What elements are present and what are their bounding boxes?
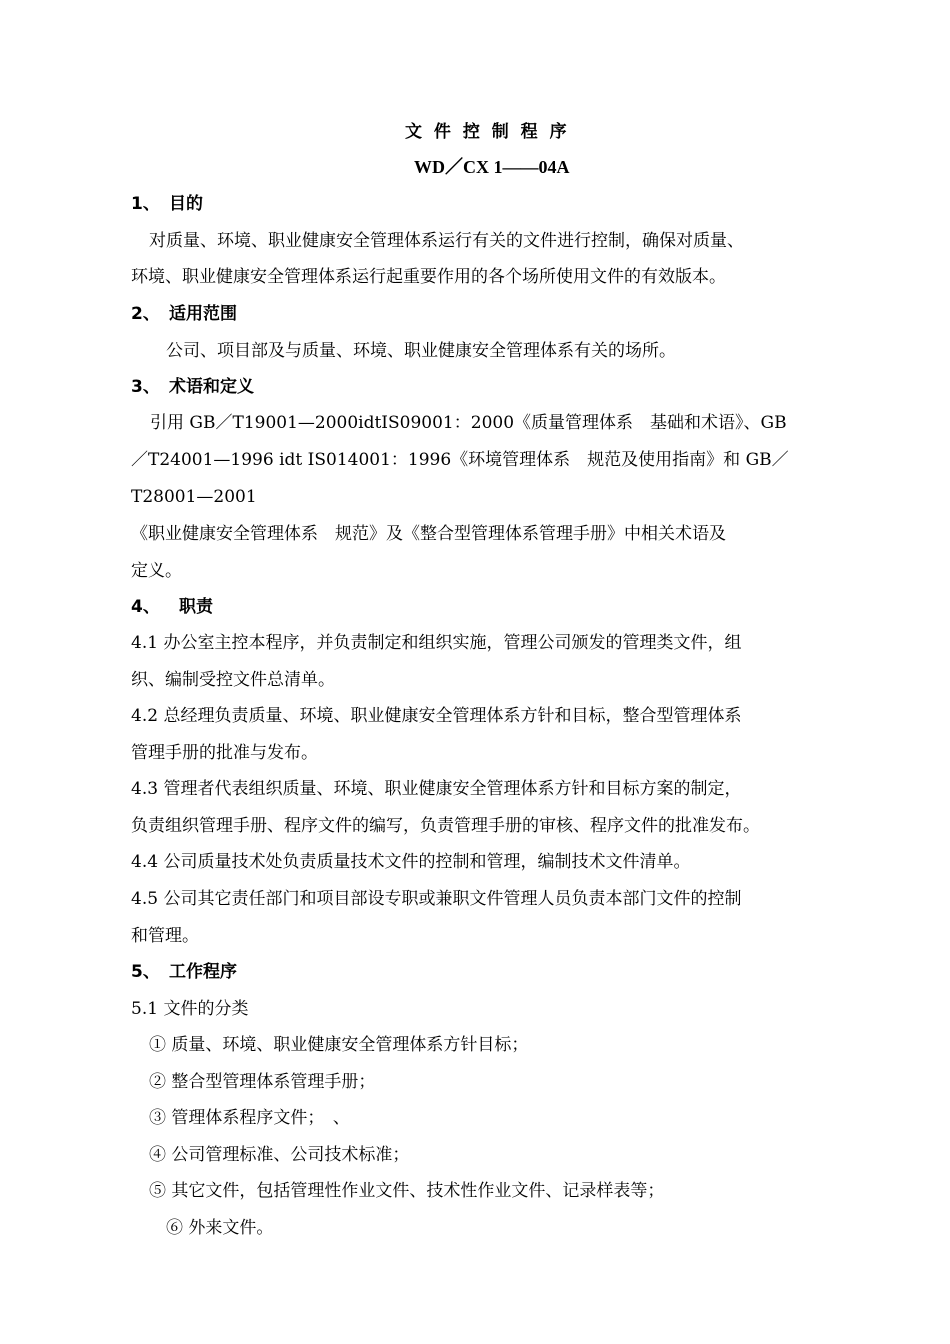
section-4-item-3-line-1: 4.3 管理者代表组织质量、环境、职业健康安全管理体系方针和目标方案的制定， <box>131 779 742 799</box>
section-4-heading <box>131 596 213 618</box>
document-title: 文 件 控 制 程 序 <box>405 122 570 142</box>
section-3-title: 术语和定义 <box>169 377 254 397</box>
section-3-heading <box>131 376 254 398</box>
section-3-text-line-2: ／T24001—1996 idt IS014001：1996《环境管理体系 规范及使用指南》和 GB／ <box>131 450 789 470</box>
section-5-heading <box>131 961 237 983</box>
section-3-number: 3、 <box>131 377 160 397</box>
section-2-number: 2、 <box>131 304 160 324</box>
section-4-item-2-line-2: 管理手册的批准与发布。 <box>131 743 318 763</box>
section-5-title: 工作程序 <box>169 962 237 982</box>
section-2-text-line-1: 公司、项目部及与质量、环境、职业健康安全管理体系有关的场所。 <box>166 341 676 361</box>
file-category-2: ② 整合型管理体系管理手册； <box>149 1072 376 1092</box>
section-5-number: 5、 <box>131 962 160 982</box>
section-2-title: 适用范围 <box>169 304 237 324</box>
section-1-number: 1、 <box>131 194 160 214</box>
section-1-text-line-1: 对质量、环境、职业健康安全管理体系运行有关的文件进行控制，确保对质量、 <box>149 231 744 251</box>
section-5-subheading: 5.1 文件的分类 <box>131 999 249 1019</box>
section-4-title: 职责 <box>179 597 213 617</box>
section-1-heading <box>131 193 203 215</box>
file-category-6: ⑥ 外来文件。 <box>166 1218 274 1238</box>
section-3-text-line-3: T28001—2001 <box>131 487 257 507</box>
section-3-text-line-5: 定义。 <box>131 561 182 581</box>
section-4-item-1-line-2: 织、编制受控文件总清单。 <box>131 670 335 690</box>
section-2-heading <box>131 303 237 325</box>
section-3-text-line-4: 《职业健康安全管理体系 规范》及《整合型管理体系管理手册》中相关术语及 <box>131 524 726 544</box>
document-code: WD／CX 1——04A <box>414 157 570 177</box>
section-4-item-2-line-1: 4.2 总经理负责质量、环境、职业健康安全管理体系方针和目标，整合型管理体系 <box>131 706 742 726</box>
section-4-item-1-line-1: 4.1 办公室主控本程序，并负责制定和组织实施，管理公司颁发的管理类文件，组 <box>131 633 742 653</box>
section-4-item-5-line-1: 4.5 公司其它责任部门和项目部设专职或兼职文件管理人员负责本部门文件的控制 <box>131 889 742 909</box>
section-4-item-3-line-2: 负责组织管理手册、程序文件的编写，负责管理手册的审核、程序文件的批准发布。 <box>131 816 760 836</box>
section-3-text-line-1: 引用 GB／T19001—2000idtIS09001：2000《质量管理体系 基础和术语》、GB <box>150 413 787 433</box>
file-category-1: ① 质量、环境、职业健康安全管理体系方针目标； <box>149 1035 529 1055</box>
section-1-text-line-2: 环境、职业健康安全管理体系运行起重要作用的各个场所使用文件的有效版本。 <box>131 267 726 287</box>
file-category-5: ⑤ 其它文件，包括管理性作业文件、技术性作业文件、记录样表等； <box>149 1181 665 1201</box>
section-4-item-5-line-2: 和管理。 <box>131 926 199 946</box>
file-category-3: ③ 管理体系程序文件； 、 <box>149 1108 350 1128</box>
section-4-item-4: 4.4 公司质量技术处负责质量技术文件的控制和管理，编制技术文件清单。 <box>131 852 691 872</box>
section-4-number: 4、 <box>131 597 160 617</box>
file-category-4: ④ 公司管理标准、公司技术标准； <box>149 1145 410 1165</box>
section-1-title: 目的 <box>169 194 203 214</box>
